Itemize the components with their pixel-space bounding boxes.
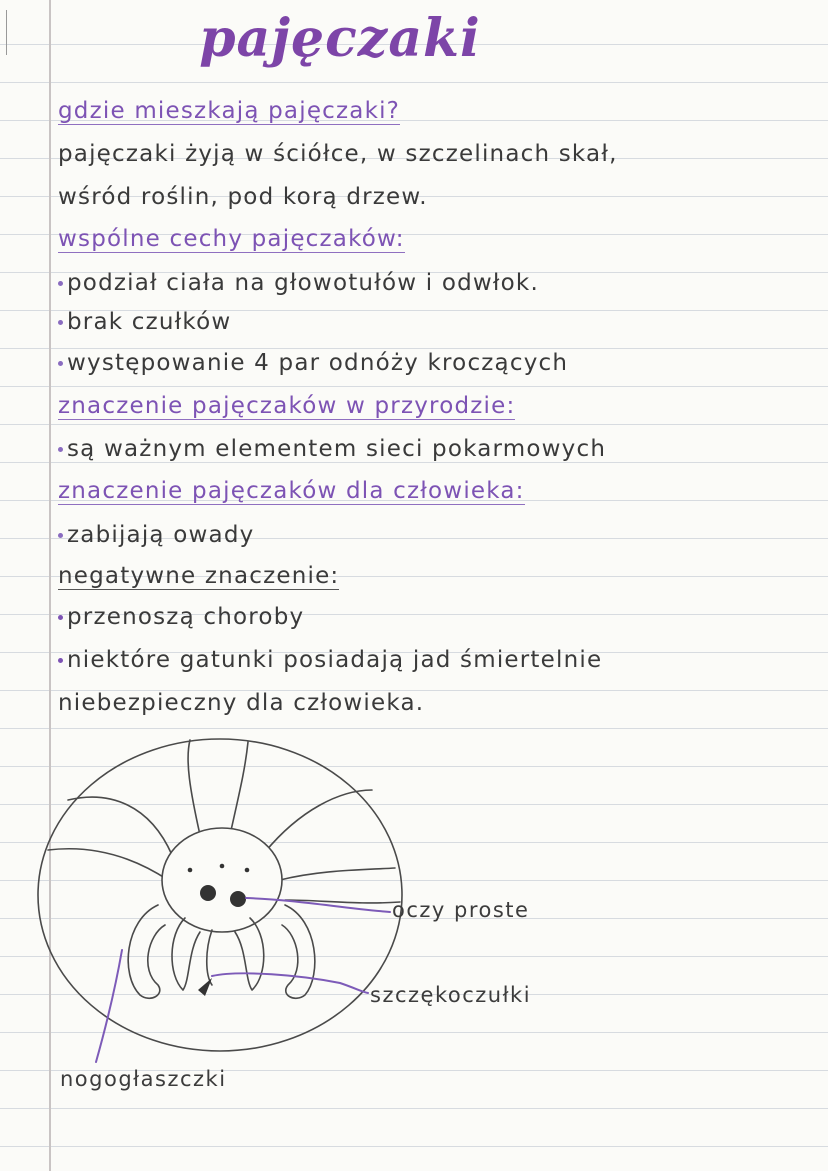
nature-role-item: są ważnym elementem sieci pokarmowych [58,436,606,462]
heading-habitat: gdzie mieszkają pajęczaki? [58,98,401,124]
spider-leg [230,742,248,835]
feature-item: występowanie 4 par odnóży kroczących [58,350,568,376]
eye-small [245,868,250,873]
spider-leg [68,797,172,855]
spider-leg [265,790,372,852]
pedipalp-left [128,905,165,998]
human-role-item: zabijają owady [58,522,254,548]
spider-leg [280,868,395,880]
pedipalp-right [282,905,315,998]
label-chelicerae: szczękoczułki [370,983,532,1007]
habitat-text-1: pajęczaki żyją w ściółce, w szczelinach skał, [58,141,618,167]
pointer-pedipalps [96,950,122,1062]
chelicera-left [172,918,200,990]
page-title: pajęczaki [199,8,481,69]
spider-leg [188,740,200,835]
heading-nature-role: znaczenie pajęczaków w przyrodzie: [58,393,516,419]
heading-features: wspólne cechy pajęczaków: [58,226,405,252]
feature-item: brak czułków [58,309,231,335]
heading-negative: negatywne znaczenie: [58,563,340,589]
negative-item: przenoszą choroby [58,604,304,630]
negative-item-continued: niebezpieczny dla człowieka. [58,690,425,716]
habitat-text-2: wśród roślin, pod korą drzew. [58,184,428,210]
eye-large [230,891,246,907]
eye-small [188,868,193,873]
feature-item: podział ciała na głowotułów i odwłok. [58,270,539,296]
spider-leg [48,849,168,880]
spider-head [162,828,282,932]
label-eyes: oczy proste [392,898,530,922]
label-pedipalps: nogogłaszczki [60,1067,227,1091]
fang [198,978,212,996]
heading-human-role: znaczenie pajęczaków dla człowieka: [58,478,525,504]
eye-small [220,864,225,869]
negative-item: niektóre gatunki posiadają jad śmiertelnie [58,647,602,673]
eye-large [200,885,216,901]
